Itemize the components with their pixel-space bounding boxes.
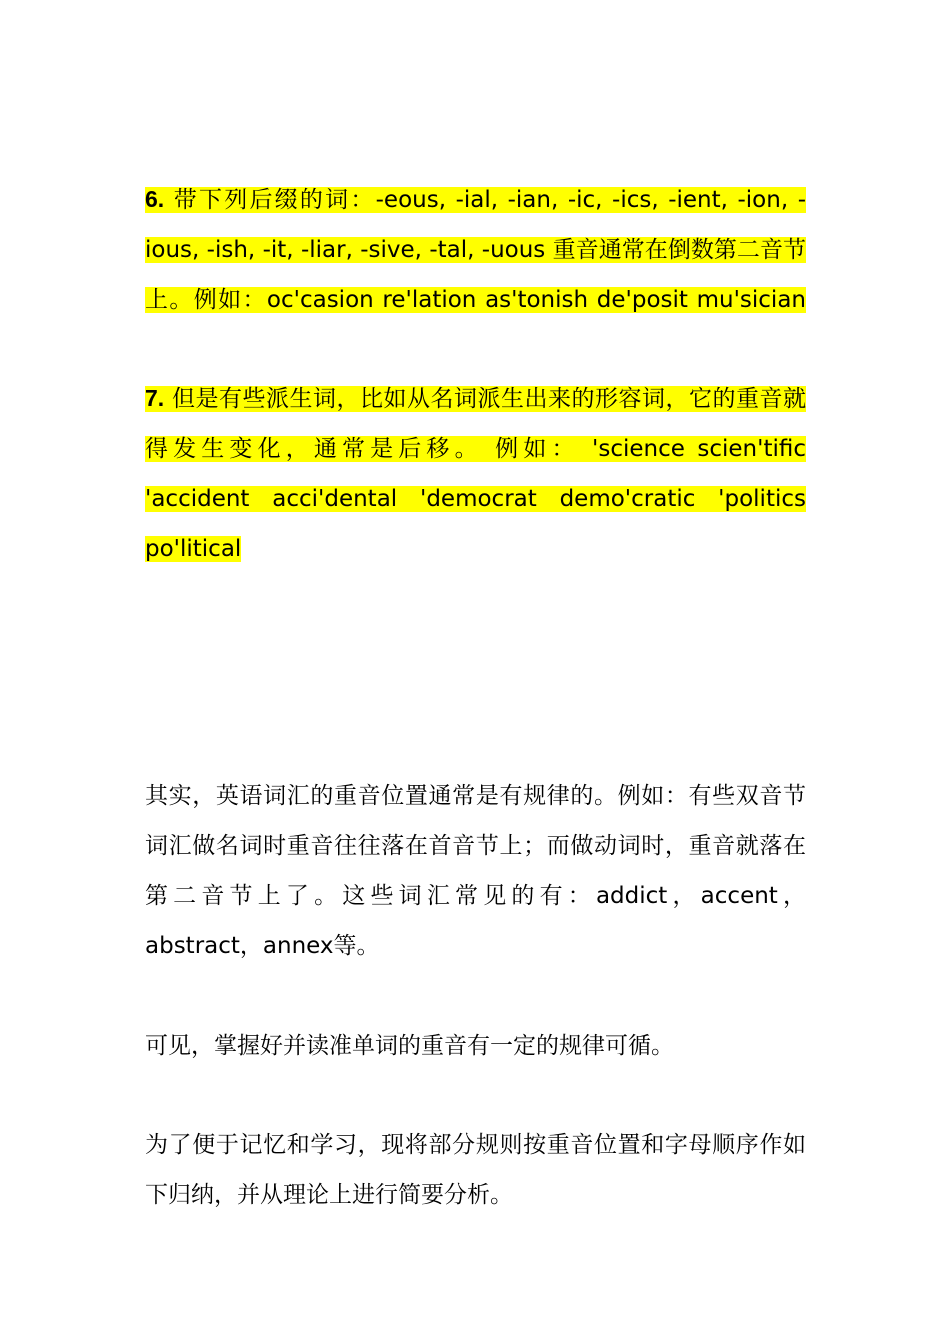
summary-paragraph: 为了便于记忆和学习，现将部分规则按重音位置和字母顺序作如下归纳，并从理论上进行简要分析。 (145, 1132, 806, 1208)
stress-rule-paragraph: 其实，英语词汇的重音位置通常是有规律的。例如：有些双音节词汇做名词时重音往往落在首音节上；而做动词时，重音就落在第二音节上了。这些词汇常见的有：addict，accent，abstract，annex等。 (145, 783, 806, 959)
conclusion-paragraph: 可见，掌握好并读准单词的重音有一定的规律可循。 (145, 1033, 674, 1059)
rule-number: 7. (145, 385, 165, 411)
rule-6-paragraph (145, 174, 806, 325)
rule-text: 带下列后缀的词：-eous, -ial, -ian, -ic, -ics, -ient, -ion, -ious, -ish, -it, -liar, -sive, -tal, -uous 重音通常在倒数第二音节上。例如：oc'casion re'lation as'tonish de'posit mu'sician (145, 187, 806, 313)
highlighted-text (145, 386, 806, 562)
rule-7-paragraph (145, 373, 806, 574)
highlighted-text (145, 187, 806, 313)
rule-number: 6. (145, 186, 165, 212)
rule-text: 但是有些派生词，比如从名词派生出来的形容词，它的重音就得发生变化，通常是后移。 例如： 'science scien'tific 'accident acci'dental 'democrat demo'cratic 'politics po'litical (145, 386, 806, 562)
